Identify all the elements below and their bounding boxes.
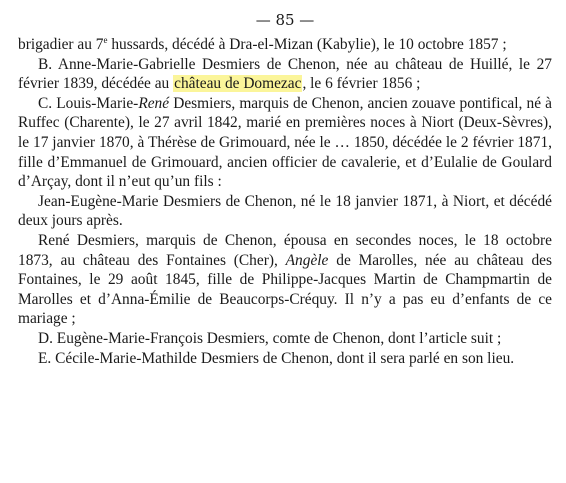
paragraph-text: D. Eugène-Marie-François Desmiers, comte de Chenon, dont l’article suit ; [38,329,502,347]
paragraph-text: Desmiers, marquis de Chenon, ancien zouave pontifical, né à Ruffec (Charente), le 27 avril 1842, marié en premières noces à Niort (Deux-Sèvres), le 17 janvier 1870, à Thérèse de Grimouard, née le … 1850, décédée le 2 février 1871, fille d’Emmanuel de Grimouard, ancien officier de cavalerie, et d’Eulalie de Goulard d’Arçay, dont il n’eut qu’un fils : [18,94,552,191]
italic-name: Angèle [285,251,329,269]
paragraph-text: hussards, décédé à Dra-el-Mizan (Kabylie), le 10 octobre 1857 ; [107,36,507,53]
paragraph-text: Jean-Eugène-Marie Desmiers de Chenon, né le 18 janvier 1871, à Niort, et décédé deux jours après. [18,192,552,230]
paragraph-text: C. Louis-Marie- [38,94,139,112]
paragraph-text: E. Cécile-Marie-Mathilde Desmiers de Chenon, dont il sera parlé en son lieu. [38,349,515,367]
paragraph-second-marriage [18,231,552,329]
paragraph-text: René Desmiers, marquis de Chenon, épousa en secondes noces, le 18 octobre 1873, au château des Fontaines (Cher), [18,231,552,269]
paragraph-d [18,329,552,349]
paragraph-continuation [18,35,552,55]
page-number: — 85 — [255,11,315,29]
highlighted-text: château de Domezac [174,75,302,93]
paragraph-text: B. Anne-Marie-Gabrielle Desmiers de Chenon, née au château de Huillé, le 27 février 1839, décédée au [18,55,552,93]
paragraph-c [18,94,552,192]
paragraph-b [18,55,552,94]
paragraph-text: , le 6 février 1856 ; [302,75,421,93]
paragraph-e [18,349,552,369]
italic-name: René [138,94,170,112]
ordinal-superscript: e [103,34,108,45]
paragraph-son [18,192,552,231]
paragraph-text: de Marolles, née au château des Fontaines, le 29 août 1845, fille de Philippe-Jacques Martin de Champmartin de Marolles et d’Anna-Émilie de Beaucorps-Créquy. Il n’y a pas eu d’enfants de ce mariage ; [18,251,552,328]
paragraph-text: brigadier au 7 [18,36,104,53]
